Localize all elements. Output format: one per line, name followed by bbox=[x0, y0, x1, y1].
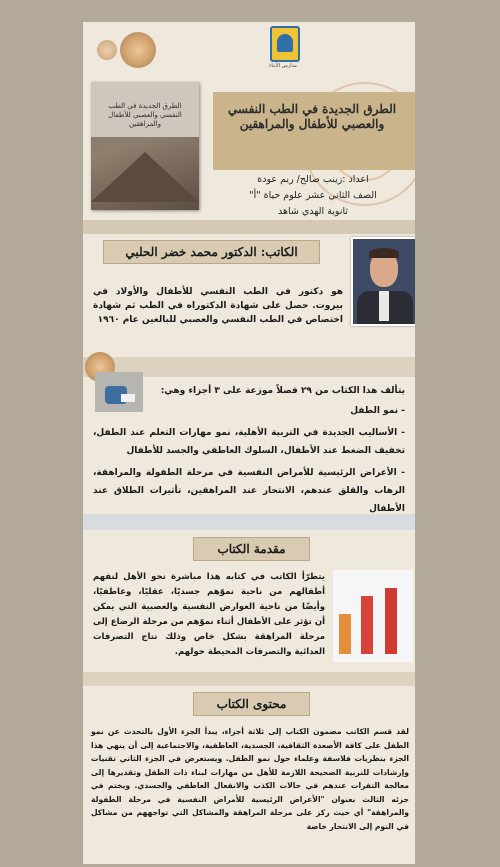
class-line: الصف الثاني عشر علوم حياة "أ" bbox=[249, 190, 377, 201]
intro-text: يتطرّأ الكاتب في كتابه هذا مباشرة نحو الأهل لنفهم أطفالهم من ناحية نموّهم جسديًا، عقليًا، وعاطفيًا، وأيضًا من ناحية العوارض النفسية والعصبية التي يمكن أن تؤثر على الأطفال أثناء نموّهم من مرحلة الرضاع إلى مرحلة المراهقة بشكل خاص وذلك نتاج التصرفات العدائية والتصرفات المحيطة حولهم. bbox=[93, 572, 325, 657]
school-line: ثانوية الهدي شاهد bbox=[277, 206, 349, 217]
author-line: اعداد :زينب صالح/ ريم عودة bbox=[257, 174, 369, 185]
portrait-hair bbox=[369, 248, 399, 258]
logo-icon bbox=[277, 34, 293, 52]
author-heading: الكاتب: الدكتور محمد خضر الحلبي bbox=[103, 240, 320, 264]
logo-caption: مدارس الأبناء bbox=[269, 63, 297, 69]
book-cover-mountain bbox=[91, 152, 199, 202]
intro-heading: مقدمة الكتاب bbox=[193, 537, 310, 561]
torn-paper-strip bbox=[83, 514, 415, 530]
poster bbox=[83, 22, 415, 864]
contents-item-3: - الأعراض الرئيسية للأمراض النفسية في مرحلة الطفولة والمراهقة، الرهاب والقلق عندهم، الانتحار عند المراهقين، تأثيرات الطلاق عند الأطفال bbox=[93, 468, 405, 514]
torn-paper-strip bbox=[83, 220, 415, 234]
flower-decoration-small bbox=[97, 40, 117, 60]
contents-intro: يتألف هذا الكتاب من ٢٩ فصلاً موزعة على ٣ أجزاء وهي: bbox=[160, 386, 405, 396]
children-image bbox=[333, 570, 413, 662]
portrait-shirt bbox=[379, 291, 389, 321]
content-heading: محتوى الكتاب bbox=[193, 692, 310, 716]
book-cover bbox=[91, 82, 199, 210]
child-figure bbox=[361, 596, 373, 654]
contents-item-1: - نمو الطفل bbox=[350, 406, 405, 416]
flower-decoration bbox=[120, 32, 156, 68]
school-logo bbox=[270, 26, 300, 62]
contents-item-2: - الأساليب الجديدة في التربية الأهلية، نمو مهارات التعلم عند الطفل، تخفيف الضغط عند الأطفال، السلوك العاطفي والجسد للأطفال bbox=[93, 428, 405, 456]
content-text: لقد قسم الكاتب مضمون الكتاب إلى ثلاثة أجزاء، يبدأ الجزء الأول بالتحدث عن نمو الطفل على كافة الأصعدة الثقافية، الجسدية، العاطفية، والاجتماعية إلى أن ينهي هذا الجزء بنظريات فلاسفة وعلماء حول نمو الطفل. ويستعرض في الجزء الثاني تقنيات وإرشادات للتربية الصحيحة اللازمة للأهل من مهارات لبناء ذات الطفل وتقديرها إلى معالجة التفرات عندهم في حالات الكذب والانفعال العاطفي والجسدي. ويختم في جزئه الثالث بعنوان "الأعراض الرئيسية للأمراض النفسية في مرحلة الطفولة والمراهقة" أي حيث ركز على مرحلة المراهقة والمشاكل التي تواجههم من مشاكل في النوم إلى الانتحار خاصة bbox=[91, 727, 409, 831]
child-figure bbox=[385, 588, 397, 654]
torn-paper-strip bbox=[83, 672, 415, 686]
book-cover-title: الطرق الجديدة في الطب النفسي والعصبي للأطفال والمراهقين bbox=[108, 102, 182, 128]
author-portrait bbox=[351, 237, 415, 326]
author-bio: هو دكتور في الطب النفسي للأطفال والأولاد في بيروت. حصل على شهادة الدكتوراه في الطب ثم شهادة اختصاص في الطب النفسي والعصبي للبالغين عام ١٩٦٠ bbox=[93, 287, 343, 325]
child-figure bbox=[339, 614, 351, 654]
main-title: الطرق الجديدة في الطب النفسي والعصبي للأطفال والمراهقين bbox=[227, 102, 397, 131]
